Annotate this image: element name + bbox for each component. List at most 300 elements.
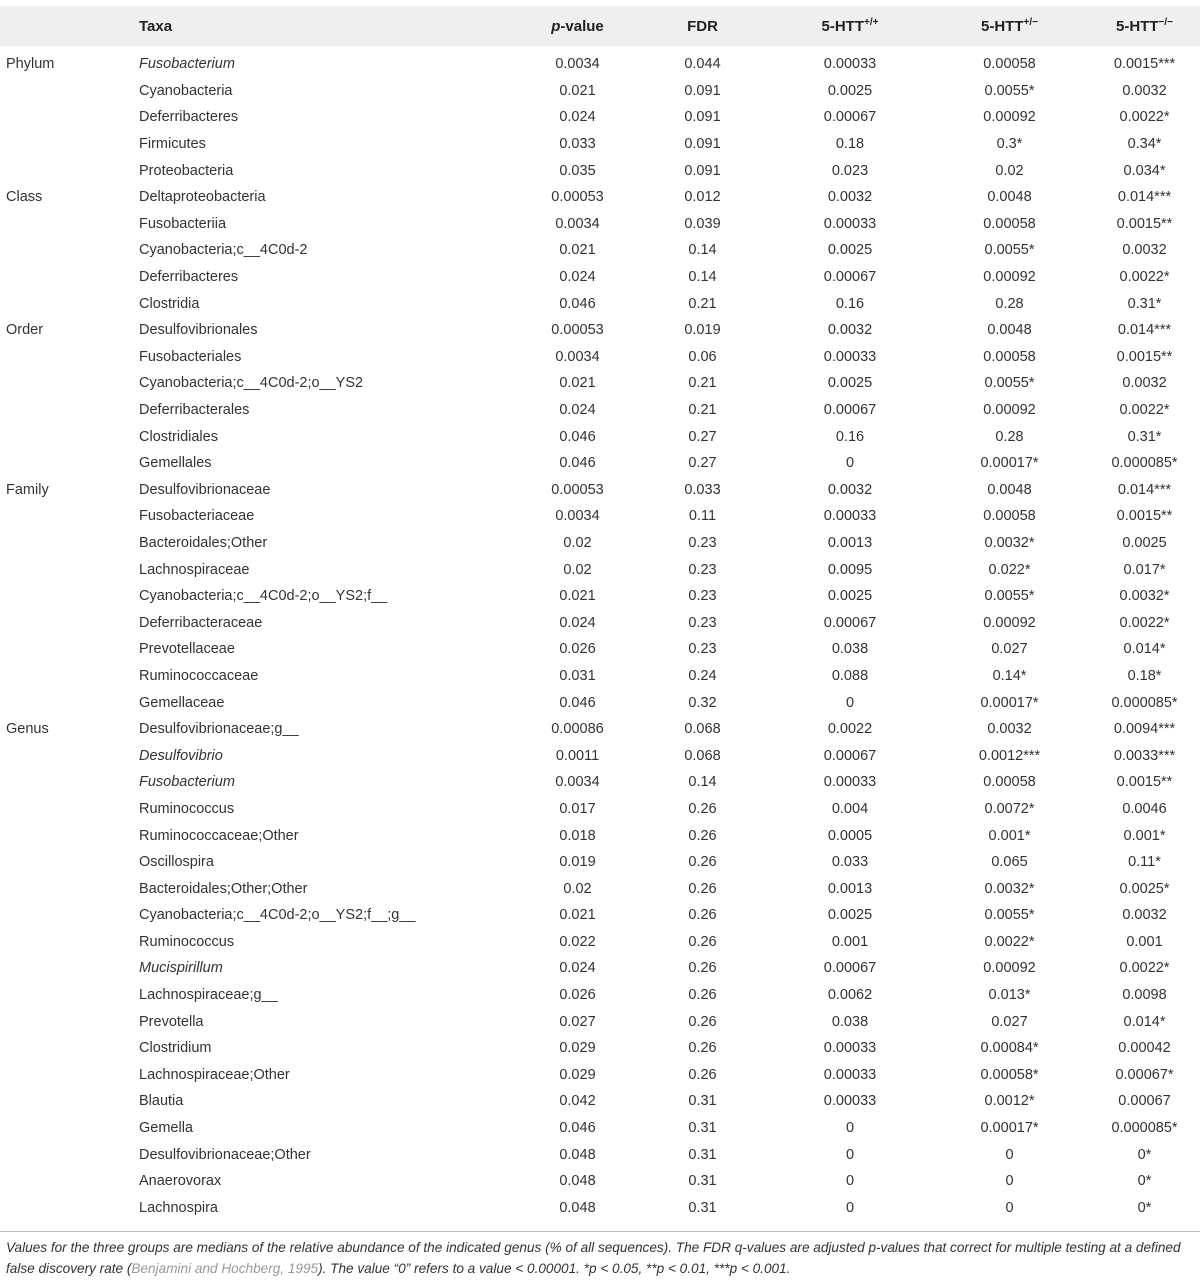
cell-taxa: Desulfovibrionaceae [139,481,271,498]
cell-level [0,875,139,902]
cell-taxa: Fusobacteriia [139,215,227,232]
header-knockout: 5-HTT−/− [1116,17,1173,35]
cell-taxa: Deferribacterales [139,402,250,419]
cell-heterozygous: 0.28 [995,428,1024,445]
cell-knockout: 0.00042 [1118,1040,1171,1057]
cell-level [0,131,139,158]
cell-knockout: 0.00067 [1118,1093,1171,1110]
cell-level [0,78,139,105]
cell-level [0,157,139,184]
cell-knockout: 0.0015** [1116,348,1173,365]
cell-fdr: 0.32 [688,694,717,711]
cell-taxa: Prevotella [139,1013,204,1030]
table-row [0,742,1200,769]
cell-wildtype: 0.18 [835,136,865,153]
cell-taxa: Fusobacterium [139,56,235,73]
cell-wildtype: 0.00033 [823,215,877,232]
table-footnote: Values for the three groups are medians of the relative abundance of the indicated genus (% of all sequences). The FDR q-values are adjusted p-values that correct for multiple testing at a defined false discovery rate (Benjamini and Hochberg, 1995). The value “0” refers to a value < 0.00001. *p < 0.05, **p < 0.01, ***p < 0.001. [6,1240,1181,1276]
cell-knockout: 0.001 [1126,933,1163,950]
cell-pvalue: 0.048 [559,1173,596,1190]
cell-heterozygous: 0.00058 [983,508,1036,525]
cell-pvalue: 0.021 [559,588,596,605]
table-row [0,157,1200,184]
cell-fdr: 0.091 [684,82,721,99]
table-row [0,875,1200,902]
cell-wildtype: 0.00033 [823,1040,877,1057]
cell-fdr: 0.091 [684,109,721,126]
table-row [0,796,1200,823]
cell-knockout: 0.000085* [1111,455,1178,472]
cell-heterozygous: 0.00092 [983,269,1036,286]
cell-wildtype: 0.0013 [827,880,873,897]
cell-knockout: 0.014*** [1117,189,1172,206]
cell-taxa: Gemellales [139,455,212,472]
table-row [0,450,1200,477]
cell-knockout: 0.0022* [1119,402,1170,419]
cell-fdr: 0.14 [688,242,717,259]
table-row [0,849,1200,876]
cell-level [0,609,139,636]
table-row [0,78,1200,105]
cell-level [0,290,139,317]
table-row [0,663,1200,690]
cell-wildtype: 0.0025 [827,588,873,605]
cell-heterozygous: 0.00092 [983,614,1036,631]
cell-heterozygous: 0.0055* [984,907,1035,924]
cell-wildtype: 0.00067 [823,109,877,126]
cell-knockout: 0.34* [1127,136,1162,153]
cell-heterozygous: 0.00058* [980,1066,1039,1083]
cell-heterozygous: 0.00058 [983,348,1036,365]
cell-fdr: 0.26 [688,960,717,977]
cell-heterozygous: 0.0032* [984,880,1035,897]
cell-taxa: Ruminococcus [139,933,235,950]
cell-level: Family [6,481,49,498]
cell-heterozygous: 0.00092 [983,109,1036,126]
cell-pvalue: 0.0034 [555,508,600,525]
cell-level [0,769,139,796]
cell-pvalue: 0.048 [559,1146,596,1163]
cell-heterozygous: 0.00017* [980,694,1039,711]
cell-wildtype: 0.00033 [823,1066,877,1083]
cell-fdr: 0.11 [688,508,717,525]
cell-heterozygous: 0.0048 [987,322,1032,339]
cell-fdr: 0.23 [688,588,717,605]
cell-heterozygous: 0.0055* [984,82,1035,99]
table-header [0,6,1200,46]
cell-taxa: Cyanobacteria;c__4C0d-2 [139,242,308,259]
cell-pvalue: 0.024 [559,614,596,631]
cell-fdr: 0.091 [684,162,721,179]
cell-knockout: 0.034* [1123,162,1166,179]
cell-heterozygous: 0.0072* [984,800,1035,817]
table-row [0,929,1200,956]
cell-taxa: Cyanobacteria [139,82,233,99]
cell-taxa: Lachnospiraceae [139,561,250,578]
cell-fdr: 0.21 [688,375,717,392]
cell-heterozygous: 0.00058 [983,215,1036,232]
cell-knockout: 0.0025 [1122,534,1167,551]
cell-pvalue: 0.024 [559,109,596,126]
cell-fdr: 0.26 [688,854,717,871]
cell-level [0,397,139,424]
cell-level [0,1141,139,1168]
table-row [0,689,1200,716]
cell-heterozygous: 0.00017* [980,1120,1039,1137]
cell-pvalue: 0.026 [559,641,596,658]
cell-taxa: Bacteroidales;Other;Other [139,880,308,897]
cell-knockout: 0* [1137,1173,1152,1190]
cell-level [0,1035,139,1062]
cell-knockout: 0.0022* [1119,614,1170,631]
cell-fdr: 0.26 [688,880,717,897]
cell-taxa: Desulfovibrionales [139,322,258,339]
cell-heterozygous: 0.02 [995,162,1024,179]
cell-pvalue: 0.0034 [555,56,600,73]
cell-heterozygous: 0.013* [988,987,1031,1004]
cell-pvalue: 0.02 [563,534,592,551]
cell-taxa: Firmicutes [139,136,206,153]
table-row [0,1088,1200,1115]
table-row [0,503,1200,530]
table-row [0,769,1200,796]
cell-fdr: 0.31 [688,1199,717,1216]
cell-taxa: Gemellaceae [139,694,225,711]
cell-level [0,1062,139,1089]
cell-wildtype: 0.16 [835,295,865,312]
cell-pvalue: 0.026 [559,987,596,1004]
cell-wildtype: 0.00033 [823,508,877,525]
cell-level [0,450,139,477]
cell-fdr: 0.068 [684,721,721,738]
cell-wildtype: 0.00067 [823,960,877,977]
cell-level [0,370,139,397]
cell-fdr: 0.24 [688,667,717,684]
cell-heterozygous: 0.00058 [983,56,1036,73]
cell-knockout: 0* [1137,1199,1152,1216]
cell-fdr: 0.21 [688,402,717,419]
table-row [0,530,1200,557]
cell-fdr: 0.21 [688,295,717,312]
cell-knockout: 0.0022* [1119,109,1170,126]
cell-pvalue: 0.024 [559,960,596,977]
cell-fdr: 0.26 [688,933,717,950]
cell-pvalue: 0.035 [559,162,596,179]
cell-level [0,503,139,530]
cell-level [0,796,139,823]
cell-level [0,982,139,1009]
cell-pvalue: 0.046 [559,1120,596,1137]
cell-pvalue: 0.027 [559,1013,596,1030]
cell-level [0,1168,139,1195]
cell-taxa: Oscillospira [139,854,214,871]
cell-level [0,929,139,956]
cell-fdr: 0.26 [688,1066,717,1083]
cell-pvalue: 0.022 [559,933,596,950]
table-row [0,1195,1200,1222]
table-row [0,902,1200,929]
cell-fdr: 0.27 [688,455,717,472]
cell-pvalue: 0.046 [559,428,596,445]
cell-taxa: Ruminococcaceae;Other [139,827,299,844]
cell-heterozygous: 0.0032 [987,721,1032,738]
table-row [0,344,1200,371]
cell-knockout: 0.0015** [1116,508,1173,525]
cell-taxa: Anaerovorax [139,1173,222,1190]
cell-pvalue: 0.02 [563,880,592,897]
cell-wildtype: 0.00067 [823,747,877,764]
cell-heterozygous: 0.3* [996,136,1023,153]
cell-level [0,742,139,769]
cell-heterozygous: 0.00084* [980,1040,1039,1057]
table-bottom-rule [0,1231,1200,1232]
cell-heterozygous: 0.00092 [983,402,1036,419]
cell-fdr: 0.068 [684,747,721,764]
cell-heterozygous: 0.0055* [984,375,1035,392]
cell-taxa: Lachnospiraceae;g__ [139,987,278,1004]
cell-knockout: 0.31* [1127,428,1162,445]
cell-knockout: 0* [1137,1146,1152,1163]
table-row [0,636,1200,663]
cell-taxa: Deferribacteraceae [139,614,263,631]
cell-knockout: 0.0022* [1119,269,1170,286]
cell-pvalue: 0.0011 [555,747,600,764]
cell-taxa: Ruminococcaceae [139,667,259,684]
cell-pvalue: 0.048 [559,1199,596,1216]
cell-pvalue: 0.0034 [555,348,600,365]
cell-taxa: Ruminococcus [139,800,235,817]
cell-wildtype: 0 [845,1120,855,1137]
cell-wildtype: 0.0025 [827,82,873,99]
cell-level [0,211,139,238]
cell-taxa: Bacteroidales;Other [139,534,268,551]
cell-knockout: 0.0015*** [1113,56,1176,73]
cell-wildtype: 0.0025 [827,375,873,392]
table-row [0,1168,1200,1195]
cell-pvalue: 0.046 [559,295,596,312]
cell-knockout: 0.00067* [1115,1066,1174,1083]
cell-wildtype: 0.0013 [827,534,873,551]
cell-wildtype: 0 [845,1146,855,1163]
cell-knockout: 0.0015** [1116,215,1173,232]
cell-wildtype: 0.023 [831,162,869,179]
cell-level [0,264,139,291]
cell-heterozygous: 0.14* [992,667,1027,684]
cell-pvalue: 0.021 [559,907,596,924]
cell-heterozygous: 0 [1005,1146,1014,1163]
cell-taxa: Proteobacteria [139,162,234,179]
cell-taxa: Fusobacterium [139,774,235,791]
table-row [0,104,1200,131]
cell-pvalue: 0.033 [559,136,596,153]
cell-level [0,556,139,583]
cell-pvalue: 0.018 [559,827,596,844]
cell-knockout: 0.0032 [1122,242,1167,259]
table-row [0,46,1200,78]
cell-wildtype: 0.0095 [827,561,873,578]
cell-taxa: Lachnospira [139,1199,218,1216]
cell-pvalue: 0.019 [559,854,596,871]
table-body [0,46,1200,1221]
cell-fdr: 0.31 [688,1120,717,1137]
cell-fdr: 0.31 [688,1146,717,1163]
cell-wildtype: 0.00033 [823,56,877,73]
cell-level [0,1115,139,1142]
citation-link[interactable]: Benjamini and Hochberg, 1995 [131,1260,319,1276]
table-row [0,982,1200,1009]
cell-fdr: 0.26 [688,827,717,844]
cell-taxa: Cyanobacteria;c__4C0d-2;o__YS2;f__;g__ [139,907,416,924]
cell-pvalue: 0.046 [559,455,596,472]
cell-knockout: 0.014*** [1117,322,1172,339]
cell-heterozygous: 0.0055* [984,242,1035,259]
cell-level [0,1088,139,1115]
cell-pvalue: 0.00053 [551,322,604,339]
table-row [0,317,1200,344]
cell-wildtype: 0.0025 [827,242,873,259]
cell-level [0,104,139,131]
cell-fdr: 0.23 [688,614,717,631]
cell-level [0,530,139,557]
cell-taxa: Fusobacteriales [139,348,242,365]
cell-fdr: 0.033 [684,481,721,498]
header-heterozygous: 5-HTT+/− [981,17,1038,35]
cell-pvalue: 0.021 [559,82,596,99]
cell-heterozygous: 0.065 [991,854,1028,871]
cell-taxa: Prevotellaceae [139,641,235,658]
table-row [0,131,1200,158]
cell-level [0,1008,139,1035]
cell-pvalue: 0.024 [559,402,596,419]
cell-fdr: 0.26 [688,987,717,1004]
cell-fdr: 0.06 [688,348,717,365]
cell-knockout: 0.0032 [1122,907,1167,924]
cell-pvalue: 0.021 [559,375,596,392]
table-row [0,822,1200,849]
cell-taxa: Cyanobacteria;c__4C0d-2;o__YS2;f__ [139,588,388,605]
cell-taxa: Clostridium [139,1040,212,1057]
header-pvalue: p-value [551,17,604,35]
cell-wildtype: 0.0032 [827,322,873,339]
cell-level [0,237,139,264]
cell-wildtype: 0.0032 [827,481,873,498]
cell-heterozygous: 0 [1005,1173,1014,1190]
cell-heterozygous: 0.00017* [980,455,1039,472]
cell-fdr: 0.26 [688,800,717,817]
cell-pvalue: 0.0034 [555,215,600,232]
cell-knockout: 0.000085* [1111,1120,1178,1137]
cell-taxa: Deltaproteobacteria [139,189,266,206]
cell-pvalue: 0.024 [559,269,596,286]
cell-wildtype: 0.038 [831,641,869,658]
cell-pvalue: 0.031 [559,667,596,684]
table-row [0,583,1200,610]
table-row [0,370,1200,397]
cell-wildtype: 0 [845,1199,855,1216]
table-row [0,556,1200,583]
table-row [0,716,1200,743]
cell-fdr: 0.012 [684,189,721,206]
cell-knockout: 0.014* [1123,641,1166,658]
cell-level [0,849,139,876]
cell-heterozygous: 0.0048 [987,481,1032,498]
cell-heterozygous: 0.0012*** [978,747,1041,764]
cell-knockout: 0.0015** [1116,774,1173,791]
cell-heterozygous: 0.00092 [983,960,1036,977]
cell-wildtype: 0.00033 [823,774,877,791]
cell-level [0,689,139,716]
cell-fdr: 0.044 [684,56,721,73]
cell-knockout: 0.017* [1123,561,1166,578]
cell-level: Phylum [6,56,55,73]
cell-taxa: Desulfovibrio [139,747,223,764]
cell-fdr: 0.14 [688,774,717,791]
cell-knockout: 0.0094*** [1113,721,1176,738]
cell-knockout: 0.0032 [1122,375,1167,392]
cell-heterozygous: 0.0048 [987,189,1032,206]
table-row [0,477,1200,504]
cell-knockout: 0.0033*** [1113,747,1176,764]
cell-wildtype: 0.00067 [823,269,877,286]
cell-level [0,636,139,663]
cell-wildtype: 0.00033 [823,348,877,365]
cell-level [0,423,139,450]
cell-level [0,663,139,690]
cell-taxa: Cyanobacteria;c__4C0d-2;o__YS2 [139,375,364,392]
cell-taxa: Clostridia [139,295,200,312]
cell-pvalue: 0.00086 [551,721,604,738]
cell-wildtype: 0.00067 [823,402,877,419]
cell-taxa: Mucispirillum [139,960,223,977]
header-level [0,6,139,46]
table-row [0,211,1200,238]
cell-heterozygous: 0.027 [991,641,1028,658]
cell-fdr: 0.31 [688,1093,717,1110]
cell-taxa: Deferribacteres [139,269,239,286]
cell-level [0,1195,139,1222]
cell-taxa: Gemella [139,1120,193,1137]
cell-fdr: 0.019 [684,322,721,339]
cell-wildtype: 0.001 [831,933,869,950]
cell-wildtype: 0.033 [831,854,869,871]
cell-fdr: 0.27 [688,428,717,445]
cell-wildtype: 0 [845,455,855,472]
cell-heterozygous: 0.001* [988,827,1031,844]
cell-wildtype: 0.0005 [827,827,873,844]
table-row [0,290,1200,317]
table-row [0,423,1200,450]
cell-taxa: Deferribacteres [139,109,239,126]
cell-level: Class [6,189,43,206]
cell-pvalue: 0.02 [563,561,592,578]
cell-pvalue: 0.021 [559,242,596,259]
cell-fdr: 0.23 [688,534,717,551]
cell-pvalue: 0.029 [559,1040,596,1057]
cell-heterozygous: 0.00058 [983,774,1036,791]
cell-wildtype: 0.088 [831,667,869,684]
cell-wildtype: 0.0032 [827,189,873,206]
cell-knockout: 0.014*** [1117,481,1172,498]
cell-fdr: 0.039 [684,215,721,232]
cell-wildtype: 0.0025 [827,907,873,924]
cell-fdr: 0.23 [688,561,717,578]
cell-fdr: 0.26 [688,907,717,924]
taxa-table [0,6,1200,1221]
cell-wildtype: 0.0062 [827,987,873,1004]
cell-level [0,583,139,610]
cell-fdr: 0.091 [684,136,721,153]
cell-knockout: 0.0046 [1122,800,1167,817]
